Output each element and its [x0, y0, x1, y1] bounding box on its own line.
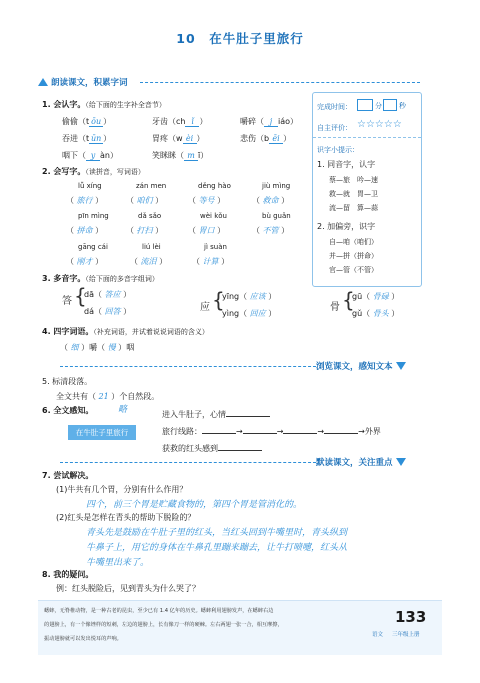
pinyin: jiù mìng	[262, 182, 291, 190]
brace: {	[342, 288, 355, 312]
divider	[140, 82, 420, 83]
tip-line: 救—就 胃—卫	[329, 190, 378, 198]
divider	[60, 462, 316, 463]
section-banner-silent: 默读课文，关注重点	[316, 456, 406, 468]
q4-heading: 4. 四字词语。（补充词语，并试着说说词语的含义）	[42, 327, 209, 336]
divider	[60, 366, 316, 367]
subject-tag: 语文	[372, 632, 384, 638]
q1-row2-item3: 悲伤（b ēi ）	[240, 134, 292, 143]
q2-answer: （ 旅行 ）	[66, 196, 104, 205]
q6-line3: 获救的红头感到	[162, 443, 262, 454]
footer-line: 蟋蟀，无脊椎动物，是一种古老的昆虫，至少已有 1.4 亿年的历史。蟋蟀利用翅膀发声，在蟋蟀右边	[44, 608, 274, 614]
pinyin: liú lèi	[142, 243, 161, 251]
q6-heading: 6. 全文感知。	[42, 406, 94, 415]
pinyin: lǚ xíng	[78, 182, 102, 190]
time-label: 完成时间：	[317, 103, 352, 111]
time-unit: 秒	[399, 102, 406, 110]
page-title: 10 在牛肚子里旅行	[176, 31, 304, 46]
q7-heading: 7. 尝试解决。	[42, 471, 94, 480]
q2-answer: （ 计算 ）	[192, 257, 230, 266]
tip-line: 官—管（不管）	[329, 266, 378, 274]
grade-tag: 三年级上册	[392, 632, 420, 638]
q7-answer2: 牛嘴里出来了。	[86, 558, 150, 568]
q2-answer: （ 拼命 ）	[66, 226, 104, 235]
tip-line: 蔡—旅 吟—速	[329, 176, 378, 184]
pinyin: pīn mìng	[78, 212, 109, 220]
q2-answer: （ 等号 ）	[188, 196, 226, 205]
q1-row3-item1: 咽下（ y àn）	[62, 151, 118, 160]
q2-heading: 2. 会写字。（读拼音，写词语）	[42, 167, 145, 176]
tip-line: 自—咱（咱们）	[329, 238, 378, 246]
polyphone-word: gǔ（ 骨头 ）	[352, 309, 400, 318]
tip-line: 并—拼（拼命）	[329, 252, 378, 260]
q2-answer: （ 刚才 ）	[66, 257, 104, 266]
q2-answer: （ 流泪 ）	[130, 257, 168, 266]
time-min-box[interactable]	[357, 99, 373, 111]
section-banner-browse: 浏览课文，感知文本	[316, 360, 406, 372]
q7-answer2: 青头先是鼓励在牛肚子里的红头，当红头回到牛嘴里时，青头纵到	[86, 528, 348, 538]
q6-line1: 进入牛肚子，心情	[162, 409, 270, 420]
q6-line2: 旅行线路： → → → →外界	[162, 427, 381, 436]
triangle-icon	[396, 362, 406, 370]
eval-label: 自主评价：	[317, 124, 352, 132]
q2-answer: （ 打扫 ）	[126, 226, 164, 235]
handwritten-mark: 略	[118, 405, 128, 415]
footer-note	[38, 600, 442, 655]
q2-answer: （ 救命 ）	[252, 196, 290, 205]
q1-row2-item1: 吞进（t ūn ）	[62, 134, 112, 143]
section-banner-read: 朗读课文，积累字词	[38, 76, 128, 88]
tip-item: 2. 加偏旁，识字	[317, 222, 376, 231]
q2-answer: （ 咱们 ）	[126, 196, 164, 205]
q1-heading: 1. 会认字。（给下面的生字补全音节）	[42, 100, 166, 109]
q1-row2-item2: 胃疼（w èi ）	[152, 134, 205, 143]
triangle-icon	[396, 458, 406, 466]
polyphone-word: gū（ 骨碌 ）	[352, 292, 400, 301]
q2-answer: （ 胃口 ）	[188, 226, 226, 235]
side-panel	[312, 92, 422, 287]
q5-heading: 5. 标清段落。	[42, 377, 93, 386]
polyphone-char: 答	[62, 296, 72, 307]
triangle-icon	[38, 78, 48, 86]
star-rating[interactable]: ☆☆☆☆☆	[357, 119, 402, 130]
polyphone-word: dá（ 回答 ）	[84, 307, 132, 316]
q8-example: 例：红头脱险后，见到青头为什么哭了？	[56, 584, 200, 593]
q1-row1-item3: 嚼碎（ j iáo）	[240, 117, 299, 126]
tip-line: 流—留 算—蒜	[329, 204, 378, 212]
q4-answer: （ 细 ）嚼（ 慢 ）咽	[60, 343, 135, 352]
pinyin: wèi kǒu	[200, 212, 227, 220]
brace: {	[212, 288, 225, 312]
polyphone-word: yìng（ 回应 ）	[222, 309, 277, 318]
q8-heading: 8. 我的疑问。	[42, 570, 94, 579]
q7-answer1: 四个，前三个胃是贮藏食物的，第四个胃是管消化的。	[86, 500, 303, 510]
brace: {	[74, 284, 87, 308]
q2-answer: （ 不管 ）	[252, 226, 290, 235]
divider	[313, 137, 421, 138]
q7-answer2: 牛鼻子上，用它的身体在牛鼻孔里蹦来蹦去，让牛打喷嚏，红头从	[86, 543, 348, 553]
topic-stamp: 在牛肚子里旅行	[68, 425, 136, 440]
footer-line: 的翅膀上，有一个像锉样的短刺，左边的翅膀上，长有像刀一样的硬棘。左右两翅一张一合，相互摩擦，	[44, 622, 283, 628]
q7-sub2: (2)红头是怎样在青头的帮助下脱险的？	[56, 513, 196, 522]
pinyin: gāng cái	[78, 243, 108, 251]
q1-row1-item1: 偷偷（t ōu ）	[62, 117, 112, 126]
pinyin: zán men	[136, 182, 167, 190]
tip-item: 1. 同音字，认字	[317, 160, 376, 169]
polyphone-word: dā（ 答应 ）	[84, 290, 132, 299]
time-sec-box[interactable]	[383, 99, 397, 111]
pinyin: děng hào	[198, 182, 231, 190]
page-number: 133	[395, 608, 427, 626]
polyphone-char: 应	[200, 302, 210, 313]
polyphone-char: 骨	[330, 302, 340, 313]
polyphone-word: yīng（ 应该 ）	[222, 292, 277, 301]
pinyin: jì suàn	[204, 243, 227, 251]
q1-row1-item2: 牙齿（ch ǐ ）	[152, 117, 208, 126]
q5-answer: 全文共有（ 21 ）个自然段。	[56, 392, 160, 401]
q7-sub1: (1)牛共有几个胃，分别有什么作用？	[56, 485, 188, 494]
pinyin: bù guǎn	[262, 212, 291, 220]
q1-row3-item2: 笑眯眯（ m ī）	[152, 151, 209, 160]
footer-line: 振动翅膀就可以发出悦耳的声响。	[44, 636, 122, 642]
pinyin: dǎ sǎo	[138, 212, 162, 220]
tip-title: 识字小提示：	[317, 146, 359, 154]
q3-heading: 3. 多音字。（给下面的多音字组词）	[42, 274, 159, 283]
time-unit: 分	[375, 102, 382, 110]
